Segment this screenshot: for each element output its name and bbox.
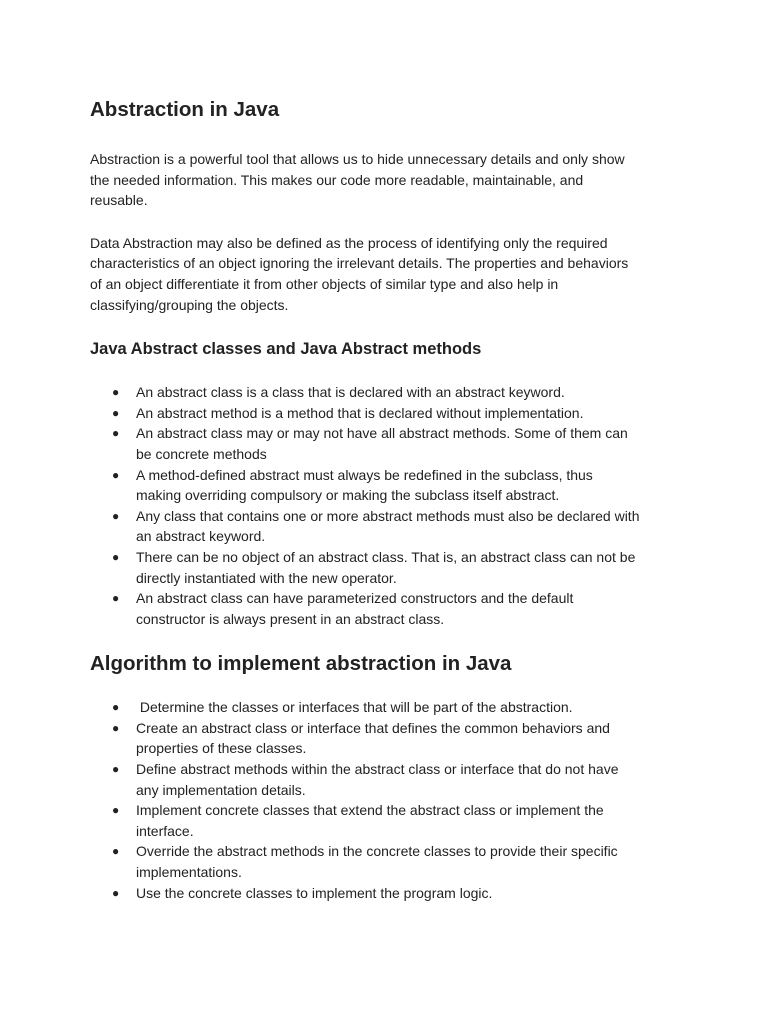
list-item-text: An abstract method is a method that is declared without implementation. bbox=[136, 404, 584, 421]
section-heading-abstract-classes: Java Abstract classes and Java Abstract methods bbox=[90, 340, 482, 359]
list-item bbox=[90, 547, 640, 588]
list-item bbox=[90, 382, 640, 403]
section-heading-algorithm: Algorithm to implement abstraction in Java bbox=[90, 652, 512, 676]
list-item-text: An abstract class may or may not have all abstract methods. Some of them can be concrete methods bbox=[136, 425, 628, 462]
bullet-icon: ● bbox=[112, 885, 120, 900]
bullet-icon: ● bbox=[112, 426, 120, 441]
bullet-icon: ● bbox=[112, 720, 120, 735]
list-item bbox=[90, 465, 640, 506]
list-item-text: A method-defined abstract must always be redefined in the subclass, thus making overriding compulsory or making the subclass itself abstract. bbox=[136, 466, 593, 504]
list-item-text: There can be no object of an abstract class. That is, an abstract class can not be directly instantiated with the new operator. bbox=[136, 548, 636, 586]
list-item bbox=[90, 759, 640, 800]
list-item-text: Any class that contains one or more abstract methods must also be declared with an abstract keyword. bbox=[136, 507, 640, 545]
bullet-icon: ● bbox=[112, 762, 120, 777]
list-item-text: Determine the classes or interfaces that will be part of the abstraction. bbox=[136, 699, 573, 716]
list-item bbox=[90, 883, 640, 904]
bullet-icon: ● bbox=[112, 844, 120, 859]
bullet-icon: ● bbox=[112, 405, 120, 420]
bullet-icon: ● bbox=[112, 700, 120, 715]
bullet-icon: ● bbox=[112, 591, 120, 606]
list-item-text: Override the abstract methods in the concrete classes to provide their specific implementations. bbox=[136, 843, 618, 881]
bullet-icon: ● bbox=[112, 803, 120, 818]
list-item-text: An abstract class can have parameterized constructors and the default constructor is always present in an abstract class. bbox=[136, 590, 574, 627]
list-item bbox=[90, 718, 640, 759]
list-item bbox=[90, 697, 640, 718]
intro-paragraph-2: Data Abstraction may also be defined as the process of identifying only the required characteristics of an object ignoring the irrelevant details. The properties and behaviors of an object differentiate it from other objects of similar type and also help in classifying/grouping the objects. bbox=[90, 234, 629, 313]
list-item bbox=[90, 800, 640, 841]
list-item bbox=[90, 423, 640, 464]
list-item bbox=[90, 588, 640, 629]
list-item-text: Create an abstract class or interface that defines the common behaviors and properties of these classes. bbox=[136, 719, 610, 757]
list-item bbox=[90, 506, 640, 547]
list-item-text: An abstract class is a class that is declared with an abstract keyword. bbox=[136, 384, 565, 401]
list-item-text: Implement concrete classes that extend the abstract class or implement the interface. bbox=[136, 802, 604, 839]
list-item-text: Define abstract methods within the abstract class or interface that do not have any implementation details. bbox=[136, 761, 619, 798]
bullet-icon: ● bbox=[112, 467, 120, 482]
bullet-icon: ● bbox=[112, 549, 120, 564]
abstract-classes-list bbox=[90, 382, 640, 629]
list-item-text: Use the concrete classes to implement the program logic. bbox=[136, 884, 493, 901]
intro-paragraph-1: Abstraction is a powerful tool that allows us to hide unnecessary details and only show the needed information. This makes our code more readable, maintainable, and reusable. bbox=[90, 151, 625, 209]
algorithm-steps-list bbox=[90, 697, 640, 903]
bullet-icon: ● bbox=[112, 385, 120, 400]
list-item bbox=[90, 841, 640, 882]
bullet-icon: ● bbox=[112, 508, 120, 523]
page-title: Abstraction in Java bbox=[90, 98, 280, 121]
document-page bbox=[90, 96, 640, 903]
list-item bbox=[90, 403, 640, 424]
